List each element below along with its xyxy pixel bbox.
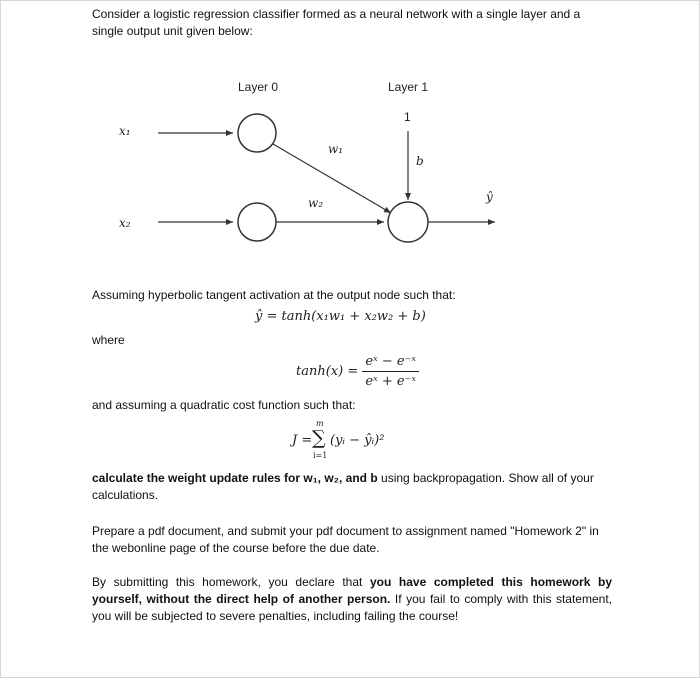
task-rest: using backpropagation. Show all of your calculations.	[92, 471, 594, 502]
cost-paragraph: and assuming a quadratic cost function such that:	[92, 398, 356, 412]
activation-paragraph: Assuming hyperbolic tangent activation at the output node such that:	[92, 288, 456, 302]
declaration-part1: By submitting this homework, you declare that	[92, 575, 370, 589]
output-label: ŷ	[486, 190, 493, 204]
input1-label: x₁	[119, 124, 131, 138]
weight2-label: w₂	[308, 196, 324, 210]
task-bold: calculate the weight update rules for w₁, w₂, and b	[92, 471, 378, 485]
tanh-fraction	[362, 354, 419, 389]
neural-network-diagram	[92, 55, 602, 270]
declaration-part2: If you fail to comply with this statement, you will be subjected to severe penalties, including failing the course!	[92, 592, 612, 623]
tanh-numerator: eˣ − e⁻ˣ	[362, 354, 419, 372]
output-node	[388, 202, 428, 242]
weight1-label: w₁	[328, 142, 344, 156]
activation-equation: ŷ = tanh(x₁w₁ + x₂w₂ + b)	[255, 309, 426, 324]
cost-lhs: J =	[292, 433, 313, 448]
tanh-denominator: eˣ + e⁻ˣ	[365, 374, 417, 389]
sum-lower: i=1	[313, 451, 328, 460]
tanh-equation	[296, 354, 419, 389]
cost-body: (yᵢ − ŷᵢ)²	[330, 433, 385, 448]
task-paragraph	[92, 470, 612, 504]
submission-paragraph: Prepare a pdf document, and submit your pdf document to assignment named "Homework 2" in the webonline page of the course before the due date.	[92, 524, 599, 555]
bias-input-label: 1	[404, 110, 411, 124]
input-node-2	[238, 203, 276, 241]
input2-label: x₂	[119, 216, 131, 230]
sum-symbol: ∑	[312, 427, 326, 449]
bias-label: b	[416, 154, 424, 168]
declaration-paragraph	[92, 574, 612, 625]
tanh-lhs: tanh(x) =	[296, 364, 359, 379]
layer1-label: Layer 1	[388, 80, 429, 94]
input-node-1	[238, 114, 276, 152]
where-text: where	[92, 333, 125, 347]
sum-upper: m	[316, 419, 324, 428]
layer0-label: Layer 0	[238, 80, 279, 94]
declaration-bold: you have completed this homework by yourself, without the direct help of another person.	[92, 575, 613, 606]
intro-paragraph: Consider a logistic regression classifier formed as a neural network with a single layer and a single output unit given below:	[92, 7, 581, 38]
